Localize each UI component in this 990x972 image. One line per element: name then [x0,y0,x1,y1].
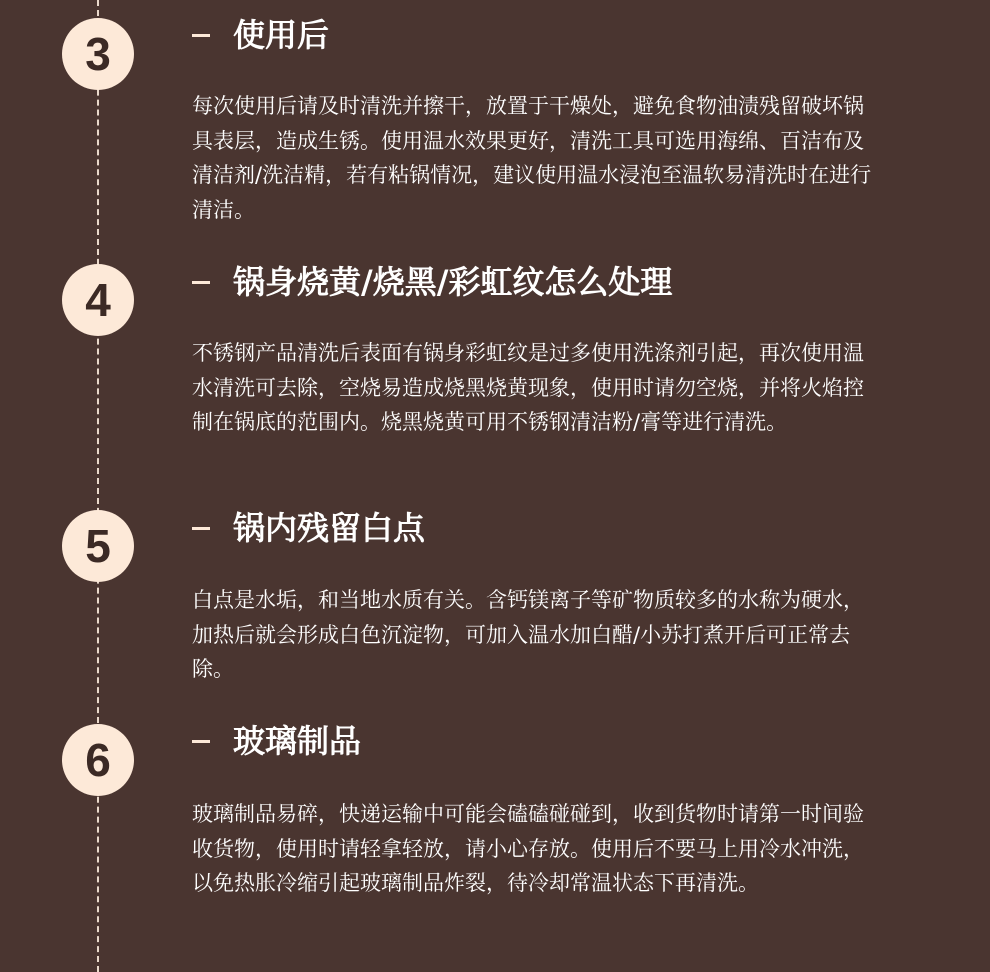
step-title: 玻璃制品 [233,722,362,760]
step-number-badge: 4 [62,264,134,336]
title-dash [192,527,210,530]
step-title: 锅内残留白点 [233,509,426,547]
step-number-badge: 5 [62,510,134,582]
step-body: 不锈钢产品清洗后表面有锅身彩虹纹是过多使用洗涤剂引起，再次使用温水清洗可去除，空烧易造成烧黑烧黄现象，使用时请勿空烧，并将火焰控制在锅底的范围内。烧黑烧黄可用不锈钢清洁粉/膏等进行清洗。 [192,341,864,435]
step-body: 玻璃制品易碎，快递运输中可能会磕磕碰碰到，收到货物时请第一时间验收货物，使用时请轻拿轻放，请小心存放。使用后不要马上用冷水冲洗，以免热胀冷缩引起玻璃制品炸裂，待冷却常温状态下再清洗。 [192,802,864,896]
step-body: 每次使用后请及时清洗并擦干，放置于干燥处，避免食物油渍残留破坏锅具表层，造成生锈。使用温水效果更好，清洗工具可选用海绵、百洁布及清洁剂/洗洁精，若有粘锅情况，建议使用温水浸泡至温软易清洗时在进行清洁。 [192,94,872,222]
step-number-badge: 3 [62,18,134,90]
step-title: 锅身烧黄/烧黑/彩虹纹怎么处理 [233,263,673,301]
timeline-dashed-line [97,0,99,972]
title-dash [192,34,210,37]
step-number-badge: 6 [62,724,134,796]
title-dash [192,740,210,743]
step-title: 使用后 [233,16,330,54]
title-dash [192,281,210,284]
step-body: 白点是水垢，和当地水质有关。含钙镁离子等矿物质较多的水称为硬水，加热后就会形成白色沉淀物，可加入温水加白醋/小苏打煮开后可正常去除。 [192,588,864,682]
